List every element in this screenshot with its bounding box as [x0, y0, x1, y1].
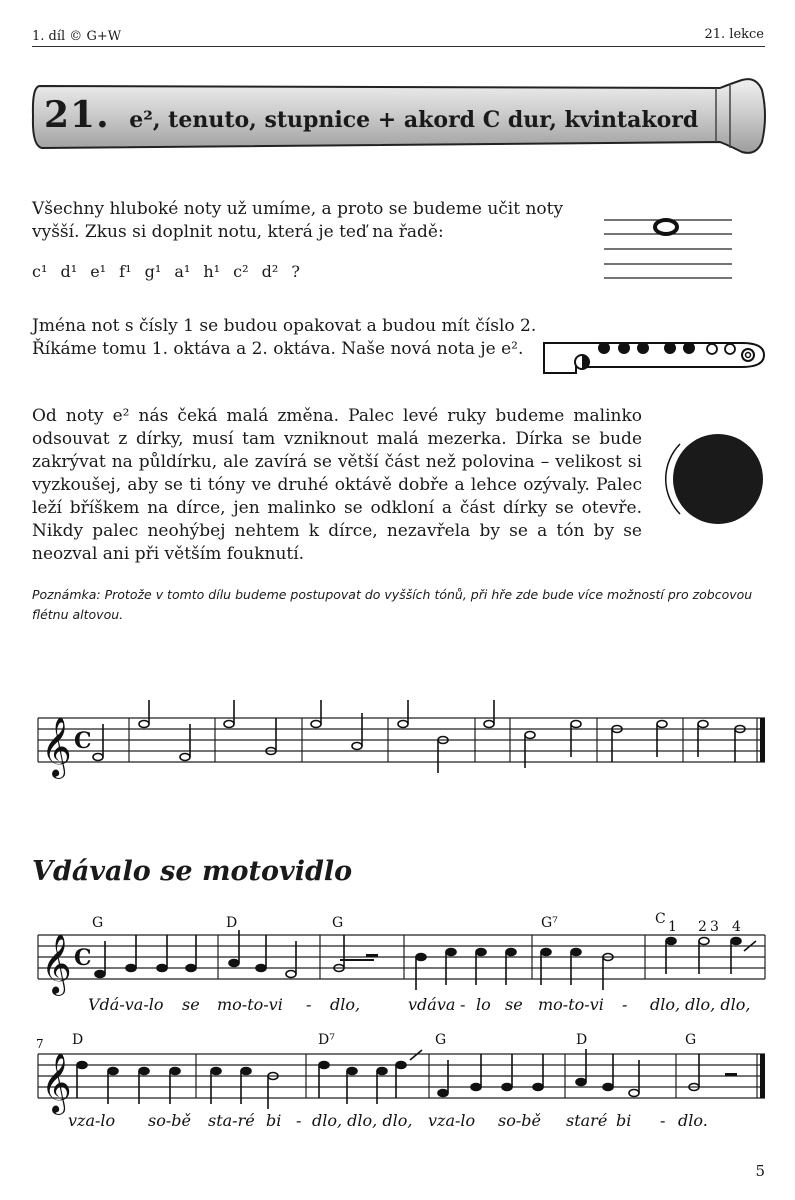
lyric: se	[182, 995, 200, 1014]
svg-text:𝄞: 𝄞	[41, 717, 72, 777]
chord-label: G⁷	[541, 915, 558, 931]
chord-label: C	[655, 911, 666, 927]
chord-label: D	[72, 1032, 84, 1048]
intro-text: Všechny hluboké noty už umíme, a proto se budeme učit noty vyšší. Zkus si doplnit notu, která je teď na řadě:	[32, 199, 564, 242]
lyric: vdáva	[408, 995, 456, 1014]
chord-label: G	[92, 915, 104, 931]
chord-label: D⁷	[318, 1032, 335, 1048]
lyric: vza-lo	[428, 1111, 476, 1130]
svg-text:C: C	[74, 945, 92, 971]
lyric: -	[306, 995, 312, 1014]
lyric: -	[622, 995, 628, 1014]
song-title: Vdávalo se motovidlo	[32, 856, 353, 887]
lesson-title-row	[44, 94, 698, 136]
octave-text: Jména not s čísly 1 se budou opakovat a budou mít číslo 2. Říkáme tomu 1. oktáva a 2. oktáva. Naše nová nota je e².	[32, 316, 537, 359]
chord-label: G	[435, 1032, 447, 1048]
count-label: 2	[698, 919, 707, 935]
svg-text:𝄞: 𝄞	[41, 1053, 72, 1113]
lyric: mo-to-vi	[217, 995, 283, 1014]
lyric: dlo.	[678, 1111, 708, 1130]
lyric: staré	[566, 1111, 608, 1130]
lesson-number: 21.	[44, 94, 110, 136]
staff-whole-note-icon	[604, 212, 734, 284]
lyric: dlo, dlo, dlo,	[312, 1111, 413, 1130]
svg-text:𝄞: 𝄞	[41, 934, 72, 994]
song-staff-line-1	[30, 905, 770, 1015]
count-label: 4	[732, 919, 741, 935]
poznamka-note: Poznámka: Protože v tomto dílu budeme postupovat do vyšších tónů, při hře zde bude více možností pro zobcovou flétnu altovou.	[32, 587, 753, 622]
lyric: mo-to-vi	[538, 995, 604, 1014]
lyric: bi	[616, 1111, 632, 1130]
half-hole-icon	[660, 428, 766, 530]
lyric: lo	[476, 995, 491, 1014]
notes-sequence: c¹ d¹ e¹ f¹ g¹ a¹ h¹ c² d² ?	[32, 262, 300, 281]
recorder-fingering-icon	[542, 335, 767, 375]
page-number: 5	[755, 1162, 765, 1180]
chord-label: G	[685, 1032, 697, 1048]
lyric: so-bě	[498, 1111, 541, 1130]
thumb-hole-paragraph: Od noty e² nás čeká malá změna. Palec levé ruky budeme malinko odsouvat z dírky, musí tam vzniknout malá mezerka. Dírka se bude zakrývat na půldírku, ale zavírá se větší část než polovina – velikost si vyzkoušej, aby se ti tóny ve druhé oktávě dobře a lehce ozývaly. Palec leží bříškem na dírce, jen malinko se odkloní a část dírky se otevře. Nikdy palec neohýbej nehtem k dírce, nezavřela by se a tón by se neozval ani při větším fouknutí.	[32, 406, 642, 564]
lyric: so-bě	[148, 1111, 191, 1130]
lyric: dlo,	[330, 995, 361, 1014]
lesson-title: e², tenuto, stupnice + akord C dur, kvintakord	[129, 107, 699, 133]
header-rule	[32, 46, 765, 47]
lyric: -	[660, 1111, 666, 1130]
chord-label: D	[576, 1032, 588, 1048]
measure-number: 7	[36, 1037, 44, 1051]
lyric: vza-lo	[68, 1111, 116, 1130]
song-staff-line-2	[30, 1028, 770, 1138]
lyric: bi	[266, 1111, 282, 1130]
chord-label: D	[226, 915, 238, 931]
header-right: 21. lekce	[704, 27, 764, 42]
exercise-staff	[30, 700, 770, 790]
count-label: 1	[668, 919, 677, 935]
svg-text:C: C	[74, 728, 92, 754]
lyric: -	[460, 995, 466, 1014]
count-label: 3	[710, 919, 719, 935]
chord-label: G	[332, 915, 344, 931]
lyric: dlo, dlo, dlo,	[650, 995, 751, 1014]
lyric: Vdá-va-lo	[88, 995, 164, 1014]
lyric: sta-ré	[208, 1111, 255, 1130]
lyric: se	[505, 995, 523, 1014]
header-left: 1. díl © G+W	[32, 29, 122, 44]
lyric: -	[296, 1111, 302, 1130]
